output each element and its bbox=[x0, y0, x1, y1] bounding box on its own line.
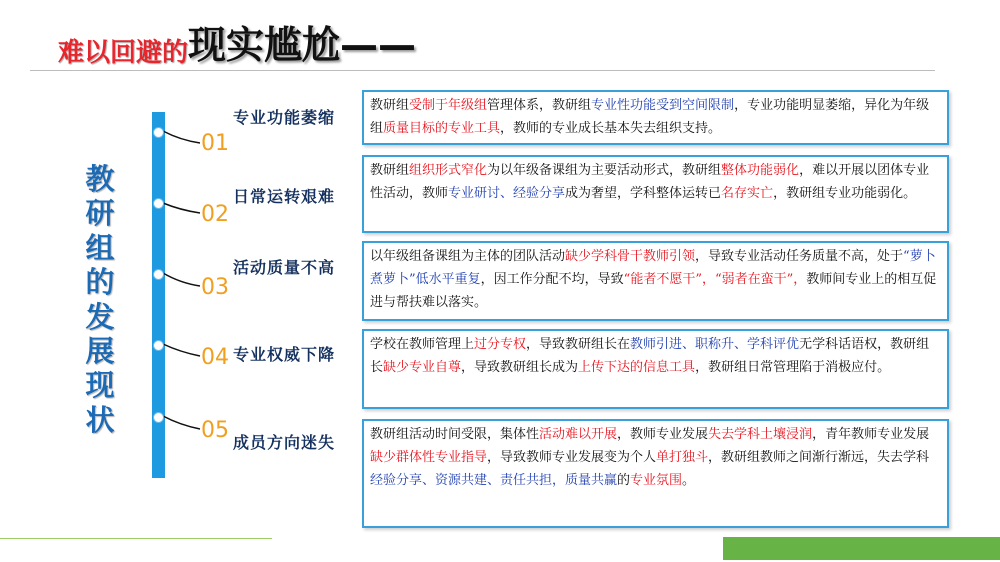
item-description bbox=[362, 329, 949, 409]
timeline-dot bbox=[153, 127, 164, 138]
description-segment: 失去学科土壤浸润 bbox=[708, 427, 813, 442]
description-segment: ，导致教师专业发展变为个人 bbox=[487, 450, 657, 465]
description-segment: 。 bbox=[682, 473, 696, 488]
connector-line bbox=[163, 416, 200, 429]
item-description bbox=[362, 241, 949, 321]
description-segment: 单打独斗 bbox=[656, 450, 709, 465]
description-segment: ，教师的专业成长基本失去组织支持。 bbox=[500, 121, 722, 136]
description-segment: ，青年教师专业发展 bbox=[812, 427, 930, 442]
description-segment: 以年级组备课组为主体的团队活动 bbox=[370, 249, 566, 264]
connector-line bbox=[163, 273, 200, 286]
description-segment: 教研组 bbox=[370, 163, 410, 178]
timeline-dot bbox=[153, 340, 164, 351]
timeline-dot bbox=[153, 198, 164, 209]
description-segment: ，教研组专业功能弱化。 bbox=[773, 186, 917, 201]
description-segment: “萝卜煮萝卜”低水平重复 bbox=[370, 249, 936, 287]
description-segment: 受制于年级组 bbox=[409, 98, 488, 113]
description-segment: ，因工作分配不均，导致 bbox=[480, 272, 624, 287]
description-segment: 缺少群体性专业指导 bbox=[370, 450, 488, 465]
description-segment: 专业研讨、经验分享 bbox=[448, 186, 566, 201]
description-segment: 为以年级备课组为主要活动形式，教研组 bbox=[487, 163, 722, 178]
side-title-char: 展 bbox=[85, 334, 115, 369]
side-title-char: 研 bbox=[85, 196, 115, 231]
timeline-dot bbox=[153, 412, 164, 423]
description-segment: 名存实亡 bbox=[721, 186, 774, 201]
connector-line bbox=[163, 344, 200, 356]
item-number: 02 bbox=[201, 202, 229, 227]
description-segment: ，导致专业活动任务质量不高，处于 bbox=[695, 249, 904, 264]
description-segment: ，导致教研组长成为 bbox=[461, 360, 579, 375]
description-segment: 管理体系，教研组 bbox=[487, 98, 592, 113]
description-segment: 整体功能弱化 bbox=[721, 163, 800, 178]
description-segment: 缺少学科骨干教师引领 bbox=[565, 249, 696, 264]
item-label: 专业权威下降 bbox=[233, 345, 336, 364]
side-title-char: 状 bbox=[85, 402, 115, 437]
connector-line bbox=[163, 131, 200, 143]
description-segment: 专业氛围 bbox=[630, 473, 683, 488]
item-label: 成员方向迷失 bbox=[233, 433, 336, 452]
description-segment: 经验分享、资源共建、责任共担，质量共赢 bbox=[370, 473, 618, 488]
side-title-char: 组 bbox=[85, 230, 115, 265]
description-segment: 教师引进、职称升、学科评优 bbox=[630, 337, 800, 352]
description-segment: ，教研组日常管理陷于消极应付。 bbox=[695, 360, 891, 375]
item-description bbox=[362, 419, 949, 528]
description-segment: ，教师专业发展 bbox=[617, 427, 709, 442]
side-title-char: 的 bbox=[85, 265, 115, 300]
description-segment: 教师间专业上的相互促进与帮扶难以落实。 bbox=[370, 272, 937, 310]
description-segment: 教研组活动时间受限，集体性 bbox=[370, 427, 540, 442]
timeline-dot bbox=[153, 269, 164, 280]
description-segment: 质量目标的专业工具 bbox=[383, 121, 501, 136]
description-segment: ，专业功能明显萎缩，异化为年级组 bbox=[370, 98, 930, 136]
item-number: 04 bbox=[201, 345, 229, 370]
slide-title-part2: 现实尴尬—— bbox=[188, 23, 417, 67]
description-segment: “能者不愿干”，“弱者在蛮干”， bbox=[623, 272, 807, 287]
description-segment: 上传下达的信息工具 bbox=[578, 360, 696, 375]
description-segment: 的 bbox=[617, 473, 631, 488]
item-description bbox=[362, 155, 949, 233]
description-segment: 学校在教师管理上 bbox=[370, 337, 475, 352]
description-segment: 专业性功能受到空间限制 bbox=[591, 98, 735, 113]
side-title-char: 教 bbox=[85, 162, 115, 196]
item-number: 01 bbox=[201, 131, 229, 156]
description-segment: 组织形式窄化 bbox=[409, 163, 488, 178]
item-label: 活动质量不高 bbox=[233, 258, 336, 277]
description-segment: 成为奢望，学科整体运转已 bbox=[565, 186, 722, 201]
description-segment: 教研组 bbox=[370, 98, 410, 113]
item-label: 专业功能萎缩 bbox=[233, 108, 336, 127]
description-segment: ，导致教研组长在 bbox=[526, 337, 631, 352]
description-segment: 活动难以开展 bbox=[539, 427, 618, 442]
connector-line bbox=[163, 203, 200, 213]
side-title-char: 现 bbox=[85, 368, 115, 403]
footer-bar bbox=[723, 537, 1000, 560]
item-number: 03 bbox=[201, 275, 229, 300]
description-segment: 过分专权 bbox=[474, 337, 527, 352]
item-label: 日常运转艰难 bbox=[233, 187, 336, 206]
description-segment: ，难以开展以团体专业性活动，教师 bbox=[370, 163, 930, 201]
item-description bbox=[362, 90, 949, 145]
description-segment: ，教研组教师之间渐行渐远，失去学科 bbox=[708, 450, 930, 465]
footer-line bbox=[0, 538, 272, 539]
description-segment: 无学科话语权，教研组长 bbox=[370, 337, 930, 375]
description-segment: 缺少专业自尊 bbox=[383, 360, 462, 375]
side-title-char: 发 bbox=[85, 299, 115, 334]
item-number: 05 bbox=[201, 418, 229, 443]
slide-title-part1: 难以回避的 bbox=[58, 38, 189, 68]
